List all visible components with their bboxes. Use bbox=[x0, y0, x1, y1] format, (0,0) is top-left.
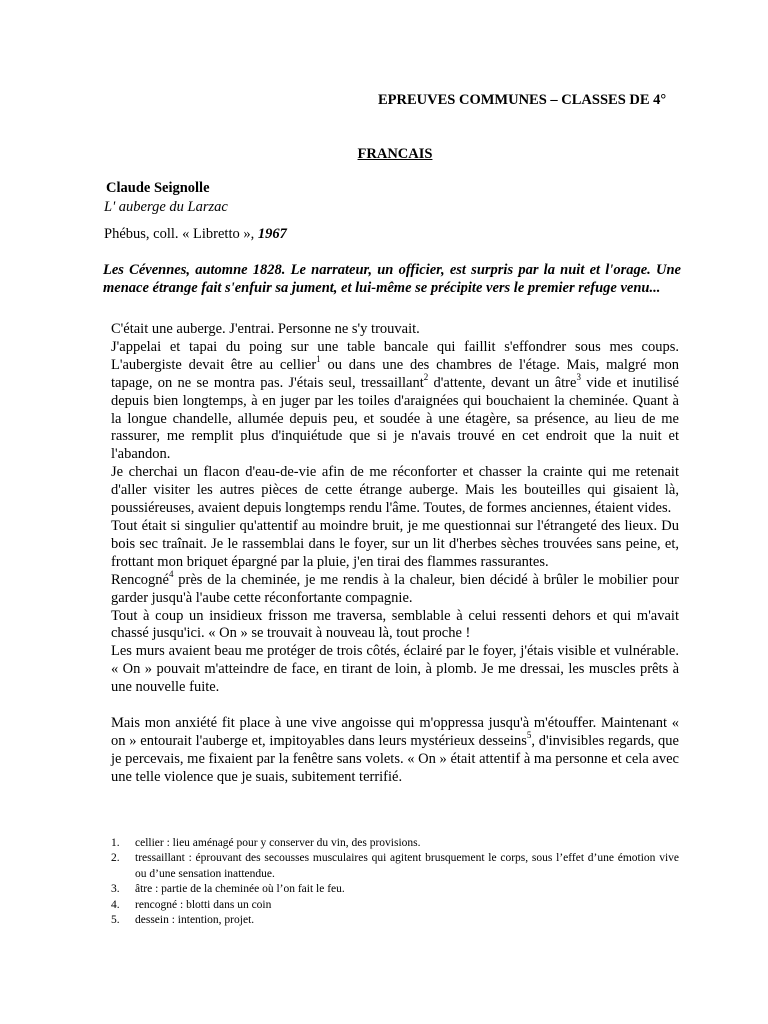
footnote-number: 1. bbox=[111, 837, 120, 849]
footnote-number: 3. bbox=[111, 883, 120, 896]
subject-label: FRANCAIS bbox=[357, 146, 433, 162]
publication-year: 1967 bbox=[257, 226, 287, 242]
footnote-item bbox=[111, 898, 679, 913]
work-title: L' auberge du Larzac bbox=[104, 199, 228, 215]
subject-heading bbox=[0, 146, 768, 163]
footnote-item bbox=[111, 913, 679, 928]
paragraph: C'était une auberge. J'entrai. Personne ne s'y trouvait. bbox=[111, 321, 420, 337]
publisher-name: Phébus, coll. « Libretto », bbox=[104, 226, 255, 242]
footnote-number: 5. bbox=[111, 914, 120, 927]
exam-title: EPREUVES COMMUNES – CLASSES DE 4° bbox=[378, 92, 667, 108]
paragraph: J'appelai et tapai du poing sur une table bancale qui faillit s'effondrer sous mes coups. L'aubergiste devait être au cellier$^1$ ou dans une des chambres de l'étage. Mais, malgré mon tapage, on ne se montra pas. J'étais seul, tressaillant$^2$ d'attente, devant un âtre$^3$ vide et inutilisé depuis bien longtemps, à en juger par les toiles d'araignées qui bouchaient la cheminée. Quant à la longue chandelle, allumée depuis peu, et soudée à une étagère, sa présence, au lieu de me rassurer, me remplit plus d'inquiétude que si je n'avais trouvé en cet endroit que la nuit et l'abandon. bbox=[111, 338, 679, 463]
paragraph: Tout à coup un insidieux frisson me traversa, semblable à celui ressenti dehors et qui m'avait chassé jusqu'ici. « On » se trouvait à nouveau là, tout proche ! bbox=[111, 607, 679, 642]
footnote-text: cellier : lieu aménagé pour y conserver du vin, des provisions. bbox=[135, 837, 421, 849]
footnote-number: 2. bbox=[111, 852, 120, 865]
footnote-text: dessein : intention, projet. bbox=[135, 914, 255, 927]
publisher-line bbox=[104, 226, 287, 243]
footnote-ref: 2 bbox=[423, 371, 429, 382]
author-name: Claude Seignolle bbox=[106, 180, 210, 196]
footnote-ref: 5 bbox=[526, 730, 532, 740]
footnote-item bbox=[111, 836, 679, 851]
footnote-ref: 1 bbox=[316, 353, 321, 364]
footnote-item bbox=[111, 882, 679, 897]
paragraph: Mais mon anxiété fit place à une vive angoisse qui m'oppressa jusqu'à m'étouffer. Maintenant « on » entourait l'auberge et, impitoyables dans leurs mystérieux desseins$^5$, d'invisibles regards, que je percevais, me fixaient par la fenêtre sans volets. « On » était attentif à ma personne et cela avec une telle violence que je suais, subitement terrifié. bbox=[111, 714, 679, 785]
footnote-number: 4. bbox=[111, 898, 120, 911]
footnotes-list bbox=[111, 836, 679, 928]
paragraph: Les murs avaient beau me protéger de trois côtés, éclairé par le foyer, j'étais visible et vulnérable. « On » pouvait m'atteindre de face, en tirant de loin, à plomb. Je me dressai, les muscles prêts à une nouvelle fuite. bbox=[111, 643, 679, 696]
footnote-item bbox=[111, 851, 679, 882]
footnote-ref: 4 bbox=[168, 568, 174, 579]
footnote-text: tressaillant : éprouvant des secousses musculaires qui agitent brusquement le corps, sous l’effet d’une émotion vive ou d’une sensation inattendue. bbox=[135, 852, 679, 880]
excerpt-body bbox=[111, 321, 679, 787]
footnote-ref: 3 bbox=[576, 371, 581, 382]
paragraph: Je cherchai un flacon d'eau-de-vie afin de me réconforter et chasser la crainte qui me retenait d'aller visiter les autres pièces de cette étrange auberge. Mais les bouteilles qui gisaient là, poussiéreuses, avaient depuis longtemps rendu l'âme. Toutes, de formes anciennes, étaient vides. bbox=[111, 464, 679, 517]
footnote-text: rencogné : blotti dans un coin bbox=[135, 898, 272, 911]
intro-text: Les Cévennes, automne 1828. Le narrateur, un officier, est surpris par la nuit et l'orage. Une menace étrange fait s'enfuir sa jument, et lui-même se précipite vers le premier refuge venu... bbox=[103, 262, 681, 296]
paragraph: Tout était si singulier qu'attentif au moindre bruit, je me questionnai sur l'étrangeté des lieux. Du bois sec traînait. Je le rassemblai dans le foyer, sur un lit d'herbes sèches trouvées sans peine, et, frottant mon briquet épargné par la pluie, j'en tirai des flammes rassurantes. bbox=[111, 517, 679, 570]
footnote-text: âtre : partie de la cheminée où l’on fait le feu. bbox=[135, 883, 345, 896]
paragraph: Rencogné$^4$ près de la cheminée, je me rendis à la chaleur, bien décidé à brûler le mobilier pour garder jusqu'à l'aube cette réconfortante compagnie. bbox=[111, 568, 679, 606]
